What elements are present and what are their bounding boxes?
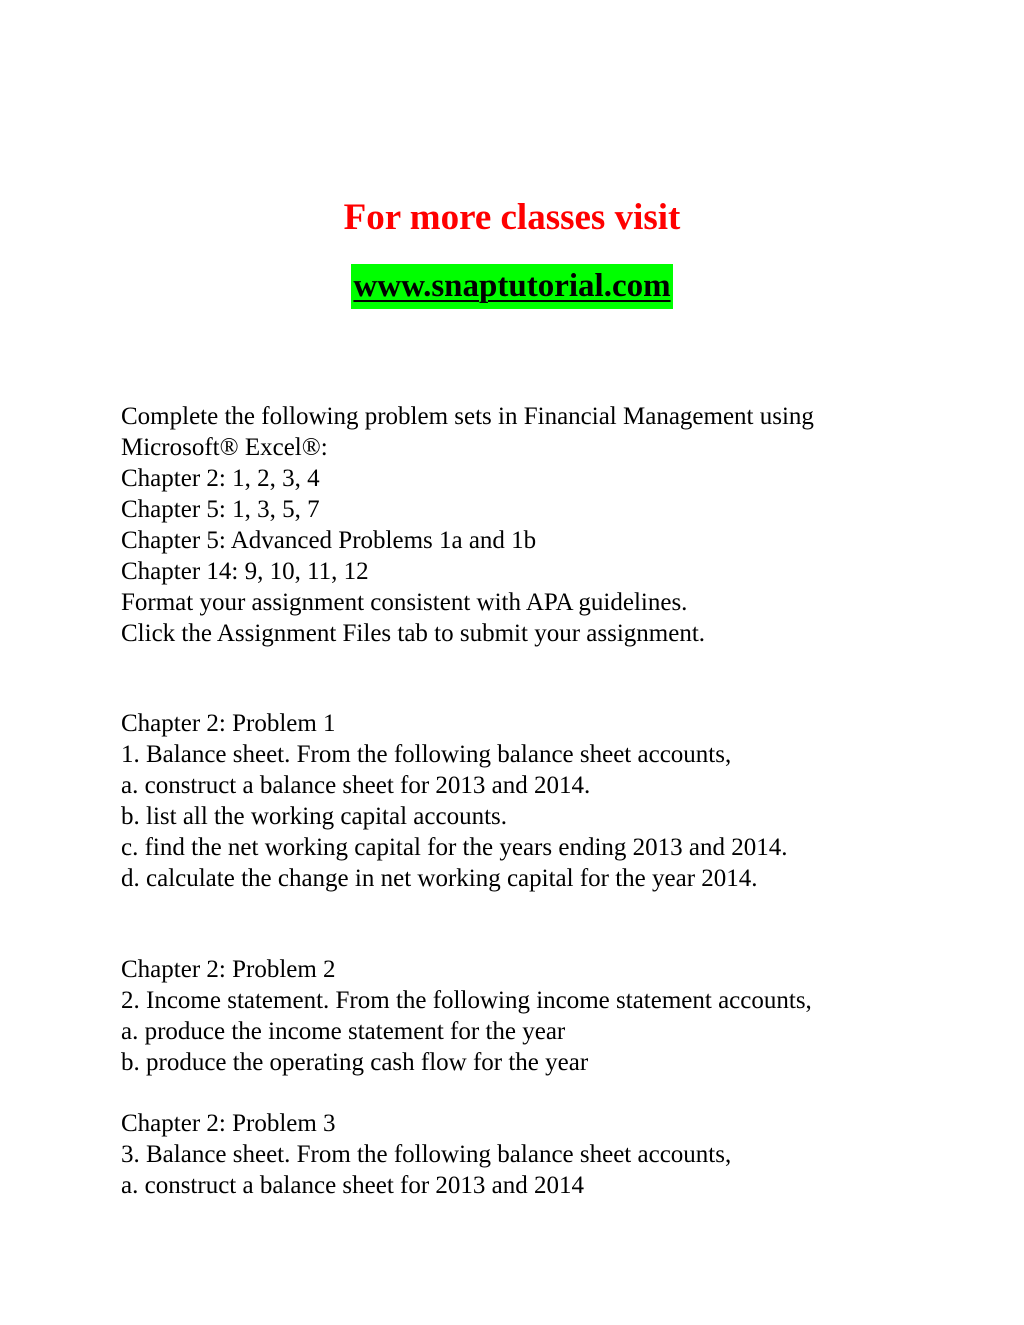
- problem-heading: Chapter 2: Problem 3: [121, 1110, 336, 1137]
- problem-heading: Chapter 2: Problem 1: [121, 710, 336, 737]
- problem-line: a. construct a balance sheet for 2013 and 2014.: [121, 772, 591, 799]
- intro-line: Chapter 5: Advanced Problems 1a and 1b: [121, 527, 537, 554]
- intro-line: Click the Assignment Files tab to submit your assignment.: [121, 620, 706, 647]
- problem-1-section: [121, 708, 1001, 894]
- intro-line: Format your assignment consistent with APA guidelines.: [121, 589, 688, 616]
- intro-line: Chapter 2: 1, 2, 3, 4: [121, 465, 320, 492]
- intro-line: Microsoft® Excel®:: [121, 434, 328, 461]
- problem-line: b. list all the working capital accounts.: [121, 803, 508, 830]
- problem-heading: Chapter 2: Problem 2: [121, 956, 336, 983]
- problem-2-section: [121, 954, 1001, 1078]
- problem-line: 2. Income statement. From the following income statement accounts,: [121, 987, 812, 1014]
- problem-line: c. find the net working capital for the years ending 2013 and 2014.: [121, 834, 788, 861]
- problem-line: 3. Balance sheet. From the following balance sheet accounts,: [121, 1141, 732, 1168]
- intro-line: Chapter 14: 9, 10, 11, 12: [121, 558, 369, 585]
- link-container: [0, 264, 1024, 309]
- problem-line: a. construct a balance sheet for 2013 and 2014: [121, 1172, 585, 1199]
- problem-3-section: [121, 1108, 1001, 1201]
- page-title: For more classes visit: [343, 197, 681, 238]
- problem-line: b. produce the operating cash flow for the year: [121, 1049, 589, 1076]
- problem-line: 1. Balance sheet. From the following balance sheet accounts,: [121, 741, 732, 768]
- intro-line: Chapter 5: 1, 3, 5, 7: [121, 496, 320, 523]
- website-link[interactable]: www.snaptutorial.com: [351, 264, 672, 309]
- intro-line: Complete the following problem sets in Financial Management using: [121, 403, 814, 430]
- problem-line: d. calculate the change in net working capital for the year 2014.: [121, 865, 758, 892]
- problem-line: a. produce the income statement for the year: [121, 1018, 566, 1045]
- intro-section: [121, 401, 1001, 649]
